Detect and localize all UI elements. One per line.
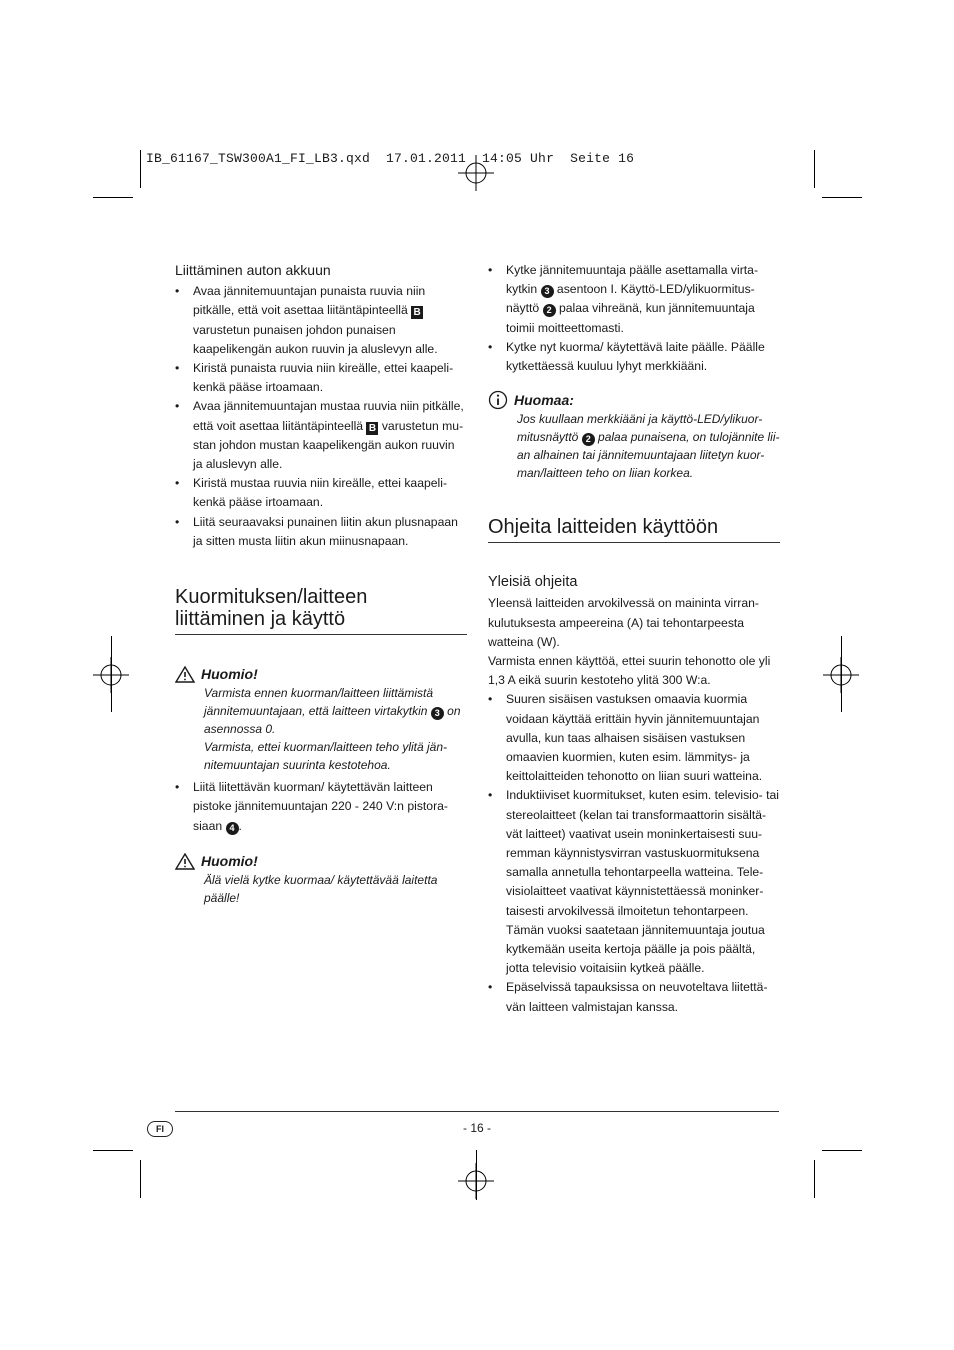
crop-mark bbox=[814, 1160, 815, 1198]
list-item: • Kytke nyt kuorma/ käytettävä laite päälle. Päälle kytkettäessä kuuluu lyhyt merkkiääni. bbox=[488, 338, 780, 376]
warning-note-body: Varmista ennen kuorman/laitteen liittämistä jännitemuuntajaan, että laitteen virtakytkin 3 on asennossa 0. Varmista, ettei kuorman/laitteen teho ylitä jän-nitemuuntajan suurinta kestotehoa. bbox=[204, 686, 461, 773]
warning-triangle-icon bbox=[175, 853, 195, 870]
switch-on-list bbox=[488, 261, 780, 376]
language-badge: FI bbox=[147, 1121, 173, 1137]
part-b-badge: B bbox=[411, 306, 423, 319]
right-column: • Kytke jännitemuuntaja päälle asettamalla virta-kytkin 3 asentoon I. Käyttö-LED/ylikuormitus-näyttö 2 palaa vihreänä, kun jännitemuuntaja toimii moitteettomasti. • Kytke nyt kuorma/ käytettävä laite päälle. Päälle kytkettäessä kuuluu lyhyt merkkiääni. Huomaa: Jos kuullaan merkkiääni ja käyttö-LED/ylikuor-mitusnäyttö 2 palaa punaisena, on tulojännite lii-an alhainen tai jännitemuuntajaan liitetyn kuor-man/laitteen teho on liian korkea. Ohjeita laitteiden käyttöön Yleisiä ohjeita Yleensä laitteiden arvokilvessä on maininta virran-kulutuksesta ampeereina (A) tai tehontarpeesta watteina (W). Varmista ennen käyttöä, ettei suurin tehonotto ole yli 1,3 A eikä suurin kestoteho ylitä 300 W:a. • Suuren sisäisen vastuksen omaavia kuormia voidaan käyttää erittäin hyvin jännitemuuntajan avulla, kun taas alhaisen sisäisen vastuksen omaavien kuormien, kuten esim. lämmitys- ja keittolaitteiden tehonotto on liian suuri watteina. • Induktiiviset kuormitukset, kuten esim. televisio- tai stereolaitteet (kelan tai transformaattorin sisältä-vät laitteet) vaativat usein moninkertaisesti suu-remman käynnistysvirran vastuskuormituksena samalla annetulla tehontarpeella watteina. Tele-visiolaitteet vaativat käynnistettäessä moninker-taisesti arvokilvessä ilmoitetun tehontarpeen. Tämän vuoksi saatetaan jännitemuuntaja joutua kytkemään useita kertoja päälle ja pois päältä, jotta televisio voitaisiin kytkeä päälle. • Epäselvissä tapauksissa on neuvoteltava liitettä-vän laitteen valmistajan kanssa. bbox=[488, 261, 780, 1017]
general-tips-list bbox=[488, 690, 780, 1016]
crop-mark bbox=[476, 1150, 477, 1200]
subsection-heading-general: Yleisiä ohjeita bbox=[488, 574, 578, 591]
list-item: • Liitä seuraavaksi punainen liitin akun plusnapaan ja sitten musta liitin akun miinusnapaan. bbox=[175, 513, 467, 551]
crop-mark bbox=[814, 150, 815, 188]
registration-mark-top bbox=[458, 155, 494, 191]
part-b-badge: B bbox=[366, 422, 378, 435]
footer-rule bbox=[175, 1111, 779, 1112]
list-item: • Epäselvissä tapauksissa on neuvoteltava liitettä-vän laitteen valmistajan kanssa. bbox=[488, 978, 780, 1016]
list-item: • Kiristä punaista ruuvia niin kireälle, ettei kaapeli-kenkä pääse irtoamaan. bbox=[175, 359, 467, 397]
crop-mark bbox=[140, 150, 141, 188]
section-heading-battery: Liittäminen auton akkuun bbox=[175, 262, 331, 278]
info-note-body: Jos kuullaan merkkiääni ja käyttö-LED/ylikuor-mitusnäyttö 2 palaa punaisena, on tulojännite lii-an alhainen tai jännitemuuntajaan liitetyn kuor-man/laitteen teho on liian korkea. bbox=[517, 412, 780, 481]
crop-mark bbox=[93, 1150, 133, 1151]
warning-note-body: Älä vielä kytke kuormaa/ käytettävää laitetta päälle! bbox=[204, 873, 438, 906]
list-item: • Induktiiviset kuormitukset, kuten esim. televisio- tai stereolaitteet (kelan tai transformaattorin sisältä-vät laitteet) vaativat usein moninkertaisesti suu-remman käynnistysvirran vastuskuormituksena samalla annetulla tehontarpeella watteina. Tele-visiolaitteet vaativat käynnistettäessä moninker-taisesti arvokilvessä ilmoitetun tehontarpeen. Tämän vuoksi saatetaan jännitemuuntaja joutua kytkemään useita kertoja päälle ja pois päältä, jotta televisio voitaisiin kytkeä päälle. bbox=[488, 786, 780, 978]
crop-mark bbox=[93, 197, 133, 198]
connect-steps-list bbox=[175, 778, 467, 836]
page-number: - 16 - bbox=[462, 1121, 491, 1135]
warning-triangle-icon bbox=[175, 666, 195, 683]
battery-steps-list bbox=[175, 282, 467, 551]
crop-mark bbox=[140, 1160, 141, 1198]
part-3-badge: 3 bbox=[541, 285, 554, 298]
list-item: • Avaa jännitemuuntajan mustaa ruuvia niin pitkälle, että voit asettaa liitäntäpinteellä B varustetun mu-stan johdon mustan kaapelikengän aukon ruuvin ja aluslevyn alle. bbox=[175, 397, 467, 474]
crop-mark bbox=[111, 636, 112, 712]
crop-mark bbox=[822, 197, 862, 198]
list-item: • Liitä liitettävän kuorman/ käytettävän laitteen pistoke jännitemuuntajan 220 - 240 V:n pistora-siaan 4 . bbox=[175, 778, 467, 836]
part-3-badge: 3 bbox=[431, 707, 444, 720]
part-4-badge: 4 bbox=[226, 822, 239, 835]
info-note-title: Huomaa: bbox=[488, 390, 780, 410]
warning-note-title: Huomio! bbox=[175, 665, 467, 684]
list-item: • Kiristä mustaa ruuvia niin kireälle, ettei kaapeli-kenkä pääse irtoamaan. bbox=[175, 474, 467, 512]
section-title-usage: Ohjeita laitteiden käyttöön bbox=[488, 516, 780, 543]
part-2-badge: 2 bbox=[543, 304, 556, 317]
list-item: • Suuren sisäisen vastuksen omaavia kuormia voidaan käyttää erittäin hyvin jännitemuuntajan avulla, kun taas alhaisen sisäisen vastuksen omaavien kuormien, kuten esim. lämmitys- ja keittolaitteiden tehonotto on liian suuri watteina. bbox=[488, 690, 780, 786]
list-item: • Avaa jännitemuuntajan punaista ruuvia niin pitkälle, että voit asettaa liitäntäpinteellä B varustetun punaisen johdon punaisen kaapelikengän aukon ruuvin ja aluslevyn alle. bbox=[175, 282, 467, 359]
section-title-load: Kuormituksen/laitteen liittäminen ja käyttö bbox=[175, 586, 467, 635]
print-slug: IB_61167_TSW300A1_FI_LB3.qxd 17.01.2011 14:05 Uhr Seite 16 bbox=[146, 151, 635, 166]
info-icon bbox=[488, 390, 508, 410]
part-2-badge: 2 bbox=[582, 433, 595, 446]
crop-mark bbox=[841, 636, 842, 712]
warning-note-title: Huomio! bbox=[175, 852, 467, 871]
crop-mark bbox=[822, 1150, 862, 1151]
list-item: • Kytke jännitemuuntaja päälle asettamalla virta-kytkin 3 asentoon I. Käyttö-LED/ylikuormitus-näyttö 2 palaa vihreänä, kun jännitemuuntaja toimii moitteettomasti. bbox=[488, 261, 780, 338]
left-column bbox=[175, 261, 467, 907]
